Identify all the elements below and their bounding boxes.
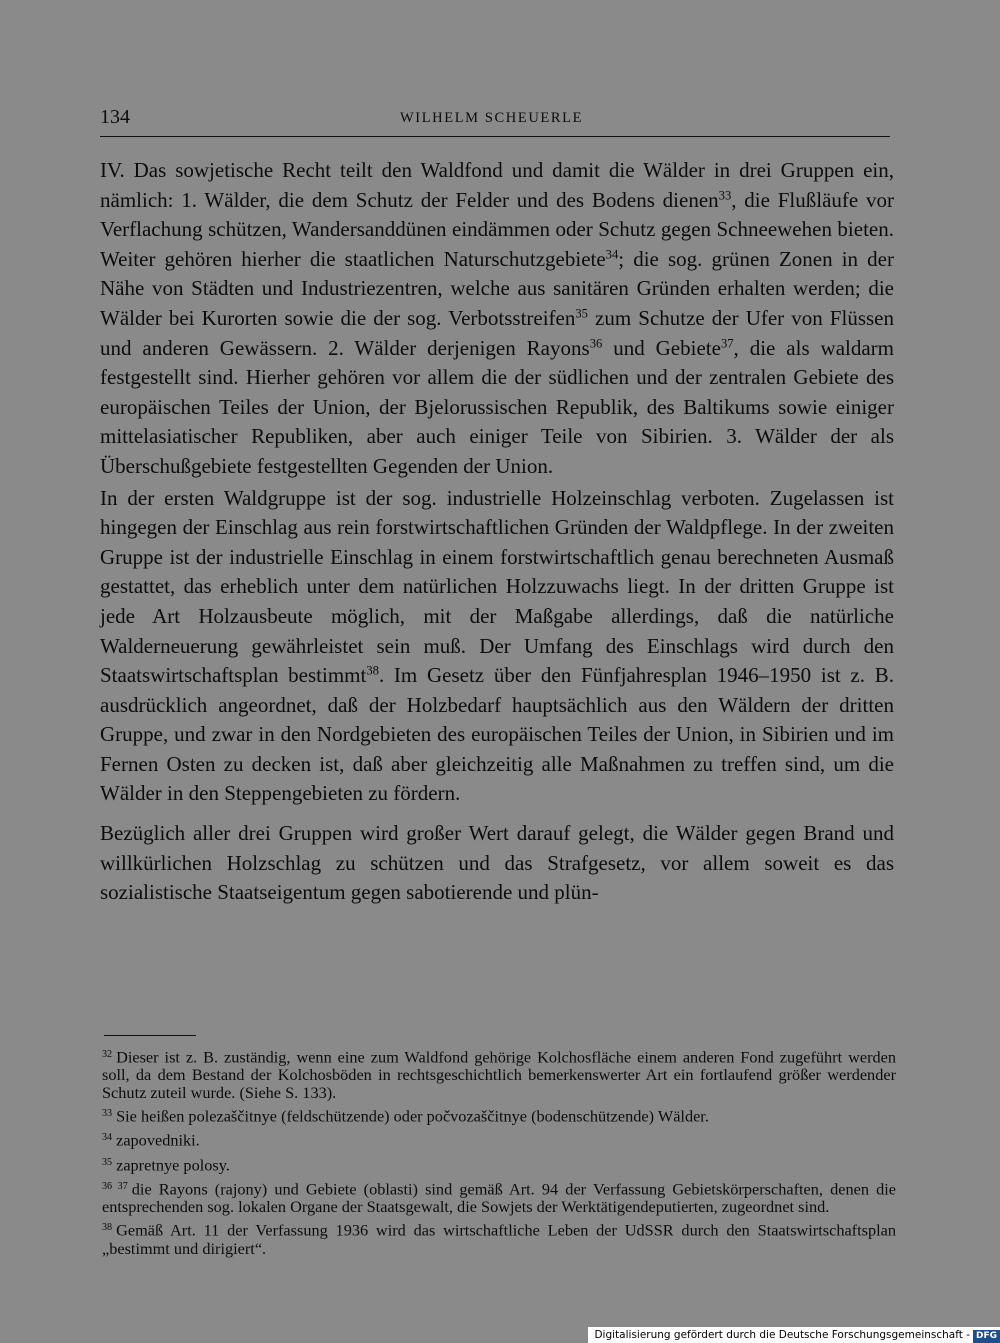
- digitization-credit: [588, 1327, 1000, 1343]
- footnote-ref: 37: [720, 336, 734, 351]
- body-text: [100, 156, 894, 908]
- footnote-number: 36 37: [102, 1180, 128, 1192]
- footnote: [102, 1154, 896, 1174]
- text-run: , die Flußläufe vor Verflachung schützen, Wandersanddünen eindämmen oder Schutz gegen Schneewehen bieten. Weiter gehören hierher die staatlichen Naturschutzgebiete: [100, 187, 894, 271]
- footnote: [102, 1219, 896, 1257]
- text-run: ; die sog. grünen Zonen in der Nähe von Städten und Industriezentren, welche aus sanitären Gründen erhalten werden; die Wälder bei Kurorten sowie die der sog. Verbotsstreifen: [100, 246, 894, 330]
- footnote-number: 35: [102, 1156, 113, 1168]
- credit-text: Digitalisierung gefördert durch die Deutsche Forschungsgemeinschaft -: [594, 1329, 970, 1341]
- footnote-text: Gemäß Art. 11 der Verfassung 1936 wird das wirtschaftliche Leben der UdSSR durch den Staatswirtschaftsplan „bestimmt und dirigiert“.: [102, 1221, 896, 1258]
- footnote-text: Sie heißen polezaščitnye (feldschützende) oder počvozaščitnye (bodenschützende) Wälder.: [116, 1106, 709, 1126]
- text-run: , die als waldarm festgestellt sind. Hierher gehören vor allem die der südlichen und der zentralen Gebiete des europäischen Teiles der Union, der Bjelorussischen Republik, des Baltikums sowie einiger mittelasiatischer Republiken, aber auch einiger Teile von Sibirien. 3. Wälder der als Überschußgebiete festgestellten Gegenden der Union.: [100, 335, 895, 478]
- footnote-text: zapovedniki.: [116, 1131, 200, 1151]
- footnote-ref: 35: [575, 306, 588, 321]
- footnotes: [102, 1046, 896, 1261]
- footnote-ref: 38: [366, 663, 379, 678]
- footnote-number: 34: [102, 1132, 113, 1144]
- paragraph: [100, 156, 894, 482]
- text-run: zum Schutze der Ufer von Flüssen und anderen Gewässern. 2. Wälder derjenigen Rayons: [100, 305, 894, 360]
- footnote-ref: 34: [605, 247, 619, 262]
- footnote: [102, 1178, 896, 1216]
- text-run: und Gebiete: [602, 335, 721, 360]
- footnote-number: 32: [102, 1049, 113, 1060]
- page-number: 134: [100, 106, 130, 128]
- text-run: Bezüglich aller drei Gruppen wird großer Wert darauf gelegt, die Wälder gegen Brand und willkürlichen Holzschlag zu schützen und das Strafgesetz, vor allem soweit es das sozialistische Staatseigentum gegen sabotierende und plün-: [100, 821, 894, 905]
- text-run: IV. Das sowjetische Recht teilt den Waldfond und damit die Wälder in drei Gruppen ein, nämlich: 1. Wälder, die dem Schutz der Felder und des Bodens dienen: [100, 158, 894, 212]
- footnote: [102, 1105, 896, 1125]
- footnote-text: zapretnye polosy.: [116, 1155, 230, 1175]
- footnote-text: Dieser ist z. B. zuständig, wenn eine zum Waldfond gehörige Kolchosfläche einem anderen Fond zugeführt werden soll, da dem Bestand der Kolchosböden in rechtsgeschichtlich bemerkenswerter Art ein fortlaufend größer werdender Schutz zuteil wurde. (Siehe S. 133).: [102, 1047, 896, 1102]
- text-run: In der ersten Waldgruppe ist der sog. industrielle Holzeinschlag verboten. Zugelassen ist hingegen der Einschlag aus rein forstwirtschaftlichen Gründen der Waldpflege. In der zweiten Gruppe ist der industrielle Einschlag in einem forstwirtschaftlich genau berechneten Ausmaß gestattet, das erheblich unter dem natürlichen Holzzuwachs liegt. In der dritten Gruppe ist jede Art Holzausbeute möglich, mit der Maßgabe allerdings, daß die natürliche Walderneuerung gewährleistet sein muß. Der Umfang des Einschlags wird durch den Staatswirtschaftsplan bestimmt: [100, 485, 894, 688]
- footnote-ref: 36: [589, 336, 603, 351]
- footnote-text: die Rayons (rajony) und Gebiete (oblasti) sind gemäß Art. 94 der Verfassung Gebietskörperschaften, denen die entsprechenden sog. lokalen Organe der Staatsgewalt, die Sowjets der Werktätigendeputierten, zugeordnet sind.: [102, 1179, 896, 1216]
- footnote: [102, 1129, 896, 1149]
- footnote-number: 33: [102, 1108, 113, 1120]
- paragraph: [100, 819, 894, 908]
- footnote-number: 38: [102, 1222, 113, 1234]
- paragraph: [100, 484, 894, 810]
- running-head: WILHELM SCHEUERLE: [400, 110, 584, 126]
- footnote-divider: [104, 1035, 196, 1036]
- footnote-ref: 33: [718, 188, 732, 203]
- dfg-logo: DFG: [973, 1330, 1000, 1343]
- page-header: [100, 106, 890, 137]
- text-run: . Im Gesetz über den Fünfjahresplan 1946–1950 ist z. B. ausdrücklich angeordnet, daß der Holzbedarf hauptsächlich aus den Wäldern der dritten Gruppe, und zwar in den Nordgebieten des europäischen Teiles der Union, in Sibirien und im Fernen Osten zu decken ist, daß aber gleichzeitig alle Maßnahmen zu treffen sind, um die Wälder in den Steppengebieten zu fördern.: [100, 663, 894, 806]
- footnote: [102, 1046, 896, 1101]
